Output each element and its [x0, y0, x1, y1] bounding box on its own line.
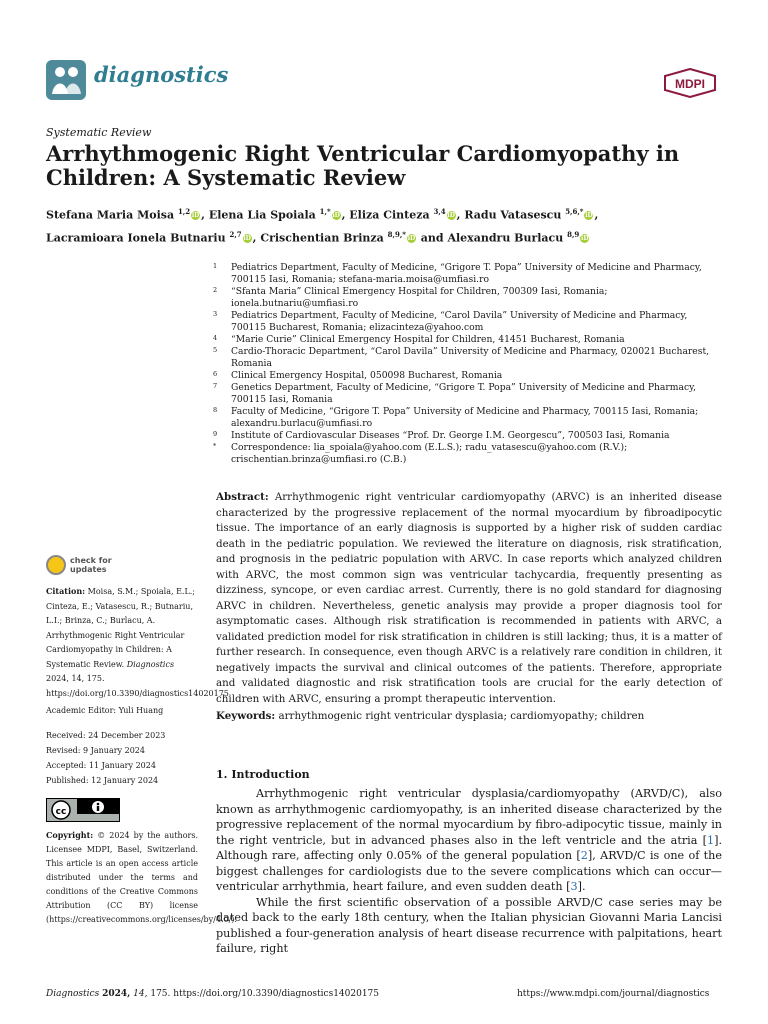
- publication-dates: Received: 24 December 2023 Revised: 9 January 2024 Accepted: 11 January 2024 Published: 12 January 2024: [46, 731, 166, 785]
- check-updates-icon[interactable]: [46, 555, 66, 575]
- academic-editor: Academic Editor: Yuli Huang: [46, 706, 164, 715]
- introduction-body: [216, 786, 722, 957]
- check-updates-button[interactable]: check for updates: [70, 556, 112, 574]
- orcid-icon[interactable]: iD: [407, 234, 416, 242]
- affiliation-item: 1 Pediatrics Department, Faculty of Medicine, “Grigore T. Popa” University of Medicine and Pharmacy, 700115 Iasi, Romania; stefana-maria.moisa@umfiasi.ro: [213, 262, 702, 285]
- affiliation-item: 7 Genetics Department, Faculty of Medicine, “Grigore T. Popa” University of Medicine and Pharmacy, 700115 Iasi, Romania: [213, 382, 697, 405]
- mdpi-logo[interactable]: [663, 68, 717, 98]
- author-name: Alexandru Burlacu: [447, 231, 564, 245]
- article-type: Systematic Review: [46, 126, 152, 139]
- journal-name[interactable]: diagnostics: [94, 62, 229, 87]
- author-name: Crischentian Brinza: [260, 231, 384, 245]
- affiliation-item: 6 Clinical Emergency Hospital, 050098 Bucharest, Romania: [213, 370, 503, 381]
- svg-text:cc: cc: [55, 807, 67, 817]
- orcid-icon[interactable]: iD: [581, 234, 589, 242]
- reference-link[interactable]: 1: [706, 833, 715, 847]
- orcid-icon[interactable]: iD: [191, 212, 200, 220]
- author-name: Lacramioara Ionela Butnariu: [46, 231, 226, 245]
- footer-citation: Diagnostics 2024, 14, 175. https://doi.org/10.3390/diagnostics14020175: [46, 989, 380, 999]
- correspondence: * Correspondence: lia_spoiala@yahoo.com (E.L.S.); radu_vatasescu@yahoo.com (R.V.); crischentian.brinza@umfiasi.ro (C.B.): [213, 442, 628, 465]
- orcid-icon[interactable]: iD: [585, 212, 593, 220]
- journal-logo-icon: [46, 60, 86, 100]
- footer-journal-url[interactable]: https://www.mdpi.com/journal/diagnostics: [517, 989, 710, 999]
- abstract: Abstract: Arrhythmogenic right ventricular cardiomyopathy (ARVC) is an inherited disease characterized by the progressive replacement of the normal myocardium by fibroadipocytic tissue. The importance of an early diagnosis is supported by a higher risk of sudden cardiac death in the pediatric population. We reviewed the literature on diagnosis, risk stratification, and prognosis in the pediatric population with ARVC. In case reports which analyzed children with ARVC, the most common sign was ventricular tachycardia, frequently presenting as dizziness, syncope, or even cardiac arrest. Currently, there is no gold standard for diagnosing ARVC in children. Nevertheless, genetic analysis may provide a proper diagnosis tool for asymptomatic cases. Although risk stratification is recommended in patients with ARVC, a validated prediction model for risk stratification in children is still lacking; thus, it is a matter of further research. In consequence, even though ARVC is a relatively rare condition in children, it negatively impacts the survival and clinical outcomes of the patients. Therefore, appropriate and validated diagnostic and risk stratification tools are crucial for the early detection of children with ARVC, ensuring a prompt therapeutic intervention.: [216, 491, 722, 705]
- author-name: Radu Vatasescu: [464, 208, 562, 222]
- cc-by-license-icon[interactable]: [46, 798, 120, 822]
- page-title: Arrhythmogenic Right Ventricular Cardiomyopathy in Children: A Systematic Review: [46, 141, 680, 190]
- author-name: Eliza Cinteza: [349, 208, 430, 222]
- keywords: Keywords: arrhythmogenic right ventricular dysplasia; cardiomyopathy; children: [216, 710, 645, 722]
- affiliation-item: 4 “Marie Curie” Clinical Emergency Hospital for Children, 41451 Bucharest, Romania: [213, 334, 625, 345]
- author-name: Elena Lia Spoiala: [208, 208, 316, 222]
- section-heading: 1. Introduction: [216, 768, 310, 781]
- affiliations: [213, 262, 713, 466]
- orcid-icon[interactable]: iD: [243, 234, 251, 242]
- paragraph: While the first scientific observation of a possible ARVD/C case series may be dated back to the early 18th century, when the Italian physician Giovanni Maria Lancisi published a four-generation analysis of heart disease recurrence with palpitations, heart failure, right: [216, 895, 722, 955]
- affiliation-item: 9 Institute of Cardiovascular Diseases “Prof. Dr. George I.M. Georgescu”, 700503 Iasi, Romania: [213, 430, 670, 441]
- author-list: Stefana Maria Moisa $^{1,2}$ iD , Elena Lia Spoiala $^{1,*}$ iD , Eliza Cinteza $^{3,4}$ iD , Radu Vatasescu $^{5,6,*}$ iD , Lacramioara Ionela Butnariu $^{2,7}$ iD , Crischentian Brinza $^{8,9,*}$ iD and Alexandru Burlacu $^{8,9}$ iD: [46, 207, 599, 245]
- paragraph: Arrhythmogenic right ventricular dysplasia/cardiomyopathy (ARVD/C), also known as arrhythmogenic cardiomyopathy, is an inherited disease characterized by the progressive replacement of the normal myocardium by fibro-adipocytic tissue, mainly in the right ventricle, but in advanced phases also in the left ventricle and the atria [1]. Although rare, affecting only 0.05% of the general population [2], ARVD/C is one of the biggest challenges for cardiologists due to the severe complications which can occur—ventricular arrhythmia, heart failure, and even sudden death [3].: [216, 787, 722, 893]
- reference-link[interactable]: 3: [570, 880, 578, 893]
- orcid-icon[interactable]: iD: [332, 212, 340, 220]
- citation-block: Citation: Moisa, S.M.; Spoiala, E.L.; Cinteza, E.; Vatasescu, R.; Butnariu, L.I.; Brinza, C.; Burlacu, A. Arrhythmogenic Right Ventricular Cardiomyopathy in Children: A Systematic Review. Diagnostics 2024, 14, 175. https://doi.org/10.3390/diagnostics14020175: [46, 586, 229, 698]
- orcid-icon[interactable]: iD: [447, 212, 455, 220]
- affiliation-item: 8 Faculty of Medicine, “Grigore T. Popa” University of Medicine and Pharmacy, 700115 Iasi, Romania; alexandru.burlacu@umfiasi.ro: [213, 406, 699, 429]
- mdpi-text: MDPI: [675, 77, 705, 91]
- copyright-notice: Copyright: © 2024 by the authors. Licensee MDPI, Basel, Switzerland. This article is an open access article distributed under the terms and conditions of the Creative Commons Attribution (CC BY) license (https://creativecommons.org/licenses/by/4.0/).: [46, 830, 237, 924]
- affiliation-item: 3 Pediatrics Department, Faculty of Medicine, “Carol Davila” University of Medicine and Pharmacy, 700115 Bucharest, Romania; elizacinteza@yahoo.com: [213, 310, 688, 333]
- affiliation-item: 2 “Sfanta Maria” Clinical Emergency Hospital for Children, 700309 Iasi, Romania; ionela.butnariu@umfiasi.ro: [213, 286, 608, 309]
- reference-link[interactable]: 2: [580, 849, 588, 862]
- author-name: Stefana Maria Moisa: [46, 208, 175, 222]
- affiliation-item: 5 Cardio-Thoracic Department, “Carol Davila” University of Medicine and Pharmacy, 020021 Bucharest, Romania: [213, 346, 710, 369]
